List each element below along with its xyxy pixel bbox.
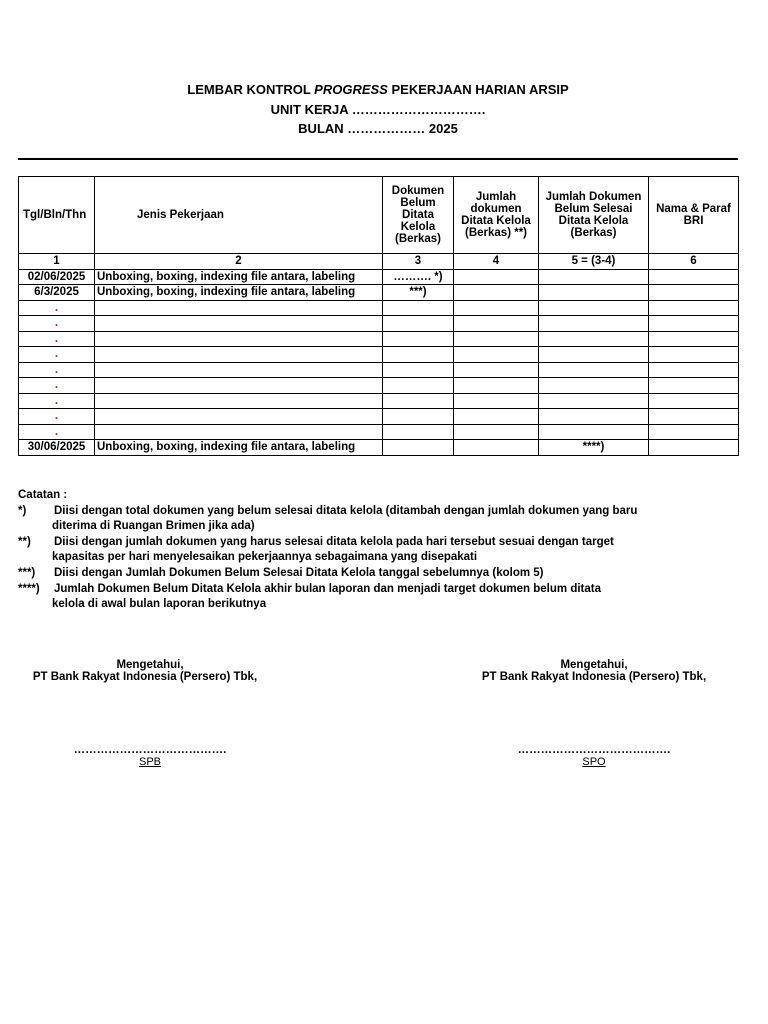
note-continuation: kelola di awal bulan laporan berikutnya: [52, 598, 267, 611]
cell-belum-selesai: [539, 331, 649, 347]
cell-job: [95, 316, 383, 332]
cell-belum-selesai: [539, 362, 649, 378]
cell-jumlah-dokumen: [454, 378, 539, 394]
table-row: [19, 269, 739, 285]
cell-job: [95, 424, 383, 440]
table-row: [19, 409, 739, 425]
cell-jumlah-dokumen: [454, 300, 539, 316]
column-number-row: [19, 254, 739, 270]
cell-dokumen-belum: [383, 316, 454, 332]
signature-line: ………………………………….: [73, 744, 227, 756]
notes-title: Catatan :: [18, 489, 68, 501]
cell-nama-paraf: [649, 300, 739, 316]
cell-nama-paraf: [649, 347, 739, 363]
cell-jumlah-dokumen: [454, 424, 539, 440]
title-part-c: PEKERJAAN HARIAN ARSIP: [387, 82, 569, 97]
cell-dokumen-belum: [383, 393, 454, 409]
cell-nama-paraf: [649, 409, 739, 425]
bulan-line: BULAN ……………… 2025: [298, 121, 458, 136]
cell-job: [95, 393, 383, 409]
cell-jumlah-dokumen: [454, 393, 539, 409]
table-row: [19, 347, 739, 363]
doc-title: [0, 82, 756, 97]
cell-belum-selesai: [539, 409, 649, 425]
cell-jumlah-dokumen: [454, 331, 539, 347]
sign-label: Mengetahui,: [560, 659, 628, 671]
title-part-italic: PROGRESS: [314, 82, 388, 97]
note-text: Jumlah Dokumen Belum Ditata Kelola akhir bulan laporan dan menjadi target dokumen belum ditata: [54, 582, 601, 595]
cell-date: .: [19, 362, 95, 378]
cell-nama-paraf: [649, 285, 739, 301]
table-row: [19, 440, 739, 456]
note-item: [18, 582, 637, 598]
note-text: Diisi dengan Jumlah Dokumen Belum Selesai Ditata Kelola tanggal sebelumnya (kolom 5): [54, 566, 544, 579]
cell-date: .: [19, 424, 95, 440]
cell-date: 30/06/2025: [19, 440, 95, 456]
sign-role: SPB: [138, 756, 161, 768]
sign-role: SPO: [582, 756, 606, 768]
cell-nama-paraf: [649, 362, 739, 378]
cell-jumlah-dokumen: [454, 285, 539, 301]
cell-nama-paraf: [649, 316, 739, 332]
col-number: 1: [19, 254, 95, 270]
cell-jumlah-dokumen: [454, 316, 539, 332]
col-number: 2: [95, 254, 383, 270]
signature-right: [474, 659, 714, 768]
col-header-dokumen-belum: Dokumen Belum Ditata Kelola (Berkas): [383, 177, 454, 254]
cell-dokumen-belum: ………. *): [383, 269, 454, 285]
note-item: [18, 535, 637, 551]
cell-nama-paraf: [649, 393, 739, 409]
cell-dokumen-belum: [383, 424, 454, 440]
col-header-date: Tgl/Bln/Thn: [19, 177, 95, 254]
table-row: [19, 316, 739, 332]
cell-dokumen-belum: [383, 331, 454, 347]
table-row: [19, 378, 739, 394]
signature-line: ………………………………….: [517, 744, 671, 756]
cell-dokumen-belum: [383, 378, 454, 394]
cell-job: Unboxing, boxing, indexing file antara, labeling: [95, 440, 383, 456]
cell-job: [95, 362, 383, 378]
note-mark: *): [18, 504, 27, 517]
cell-nama-paraf: [649, 440, 739, 456]
cell-job: Unboxing, boxing, indexing file antara, labeling: [95, 285, 383, 301]
notes-section: [18, 488, 637, 613]
col-header-jumlah-dokumen: Jumlah dokumen Ditata Kelola (Berkas) **): [454, 177, 539, 254]
cell-date: .: [19, 378, 95, 394]
cell-belum-selesai: [539, 347, 649, 363]
cell-dokumen-belum: [383, 300, 454, 316]
cell-date: 02/06/2025: [19, 269, 95, 285]
table-row: [19, 285, 739, 301]
col-number: 6: [649, 254, 739, 270]
cell-jumlah-dokumen: [454, 269, 539, 285]
note-text: Diisi dengan jumlah dokumen yang harus selesai ditata kelola pada hari tersebut sesuai dengan target: [54, 535, 614, 548]
cell-dokumen-belum: [383, 362, 454, 378]
col-number: 3: [383, 254, 454, 270]
table-row: [19, 362, 739, 378]
cell-nama-paraf: [649, 424, 739, 440]
cell-date: .: [19, 316, 95, 332]
title-part-a: LEMBAR KONTROL: [187, 82, 315, 97]
signature-left: [32, 659, 260, 768]
cell-job: [95, 347, 383, 363]
cell-belum-selesai: [539, 269, 649, 285]
cell-dokumen-belum: ***): [383, 285, 454, 301]
col-number: 4: [454, 254, 539, 270]
cell-dokumen-belum: [383, 347, 454, 363]
note-continuation: kapasitas per hari menyelesaikan pekerjaannya sebagaimana yang disepakati: [52, 551, 478, 564]
cell-date: .: [19, 300, 95, 316]
header-row: [19, 177, 739, 254]
cell-belum-selesai: [539, 424, 649, 440]
progress-table: [18, 176, 739, 456]
note-mark: ***): [18, 566, 36, 579]
table-row: [19, 424, 739, 440]
cell-job: [95, 300, 383, 316]
cell-date: .: [19, 347, 95, 363]
cell-dokumen-belum: [383, 409, 454, 425]
cell-nama-paraf: [649, 331, 739, 347]
col-number: 5 = (3-4): [539, 254, 649, 270]
sign-company: PT Bank Rakyat Indonesia (Persero) Tbk,: [32, 671, 258, 683]
note-item: [18, 566, 637, 582]
note-mark: ****): [18, 582, 40, 595]
unit-kerja-line: UNIT KERJA ………………………….: [270, 102, 486, 117]
sign-company: PT Bank Rakyat Indonesia (Persero) Tbk,: [481, 671, 707, 683]
col-header-belum-selesai: Jumlah Dokumen Belum Selesai Ditata Kelola (Berkas): [539, 177, 649, 254]
cell-job: Unboxing, boxing, indexing file antara, labeling: [95, 269, 383, 285]
cell-date: .: [19, 393, 95, 409]
col-header-nama-paraf: Nama & Paraf BRI: [649, 177, 739, 254]
cell-belum-selesai: [539, 393, 649, 409]
header-divider: [18, 158, 738, 160]
cell-belum-selesai: [539, 285, 649, 301]
cell-job: [95, 331, 383, 347]
cell-belum-selesai: [539, 378, 649, 394]
note-item: [18, 504, 637, 520]
cell-belum-selesai: [539, 300, 649, 316]
cell-jumlah-dokumen: [454, 362, 539, 378]
cell-jumlah-dokumen: [454, 409, 539, 425]
cell-belum-selesai: ****): [539, 440, 649, 456]
table-row: [19, 300, 739, 316]
note-continuation: diterima di Ruangan Brimen jika ada): [52, 520, 255, 533]
col-header-job: Jenis Pekerjaan: [95, 177, 383, 254]
cell-date: .: [19, 409, 95, 425]
cell-dokumen-belum: [383, 440, 454, 456]
cell-job: [95, 409, 383, 425]
cell-nama-paraf: [649, 378, 739, 394]
note-mark: **): [18, 535, 31, 548]
table-row: [19, 331, 739, 347]
cell-jumlah-dokumen: [454, 440, 539, 456]
cell-job: [95, 378, 383, 394]
cell-belum-selesai: [539, 316, 649, 332]
note-text: Diisi dengan total dokumen yang belum selesai ditata kelola (ditambah dengan jumlah dokumen yang baru: [54, 504, 638, 517]
table-row: [19, 393, 739, 409]
sign-label: Mengetahui,: [116, 659, 184, 671]
cell-date: 6/3/2025: [19, 285, 95, 301]
cell-jumlah-dokumen: [454, 347, 539, 363]
cell-nama-paraf: [649, 269, 739, 285]
cell-date: .: [19, 331, 95, 347]
